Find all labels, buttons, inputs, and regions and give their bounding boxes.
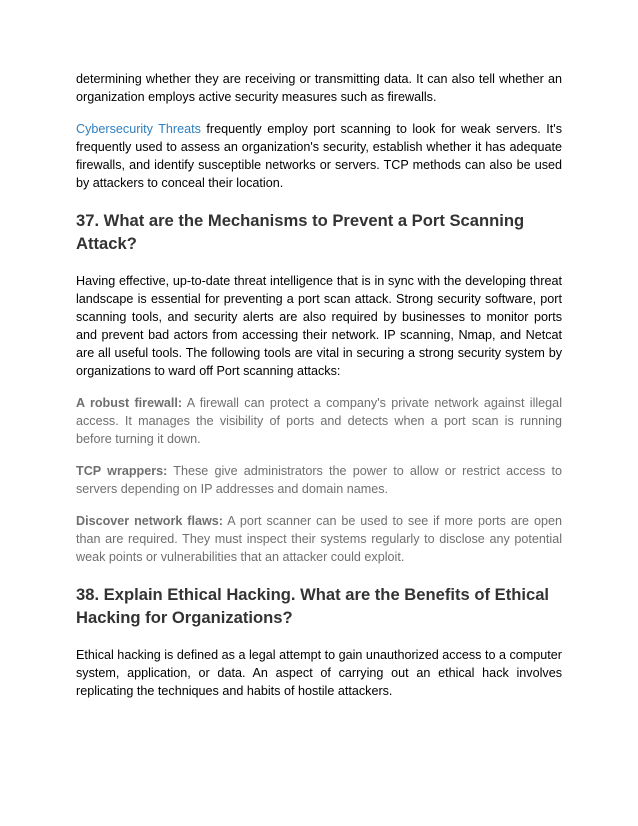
tool-item-text: These give administrators the power to allow or restrict access to servers depending on IP addresses and domain names.: [76, 464, 563, 496]
tool-item-term: A robust firewall:: [76, 396, 183, 410]
spacer: [76, 380, 562, 394]
spacer: [76, 255, 562, 272]
question-37-heading: 37. What are the Mechanisms to Prevent a Port Scanning Attack?: [76, 211, 525, 253]
question-38-heading: 38. Explain Ethical Hacking. What are the Benefits of Ethical Hacking for Organizations?: [76, 585, 550, 627]
tool-item-network-flaws: [76, 512, 562, 566]
tool-item-text: A firewall can protect a company's private network against illegal access. It manages the visibility of ports and detects when a port scan is running before turning it down.: [76, 396, 562, 446]
tool-item-firewall: [76, 394, 562, 448]
spacer: [76, 629, 562, 646]
intro-paragraph-2-text: frequently employ port scanning to look for weak servers. It's frequently used to assess an organization's security, establish whether it has adequate firewalls, and identify susceptible networks or servers. TCP methods can also be used by attackers to conceal their location.: [76, 122, 562, 190]
intro-paragraph-2: [76, 120, 562, 192]
spacer: [76, 566, 562, 583]
question-38-body: Ethical hacking is defined as a legal attempt to gain unauthorized access to a computer system, application, or data. An aspect of carrying out an ethical hack involves replicating the techniques and habits of hostile attackers.: [76, 648, 562, 698]
tool-item-term: TCP wrappers:: [76, 464, 168, 478]
spacer: [76, 448, 562, 462]
tool-item-term: Discover network flaws:: [76, 514, 223, 528]
spacer: [76, 192, 562, 209]
document-page: [76, 70, 562, 700]
cybersecurity-threats-link[interactable]: Cybersecurity Threats: [76, 122, 201, 136]
question-37-body: Having effective, up-to-date threat intelligence that is in sync with the developing threat landscape is essential for preventing a port scan attack. Strong security software, port scanning tools, and security alerts are also required by businesses to monitor ports and prevent bad actors from accessing their network. IP scanning, Nmap, and Netcat are all useful tools. The following tools are vital in securing a strong security system by organizations to ward off Port scanning attacks:: [76, 274, 562, 378]
tool-item-text: A port scanner can be used to see if more ports are open than are required. They must inspect their systems regularly to disclose any potential weak points or vulnerabilities that an attacker could exploit.: [76, 514, 562, 564]
tool-item-tcp-wrappers: [76, 462, 562, 498]
spacer: [76, 498, 562, 512]
intro-paragraph-1: determining whether they are receiving or transmitting data. It can also tell whether an organization employs active security measures such as firewalls.: [76, 72, 562, 104]
spacer: [76, 106, 562, 120]
